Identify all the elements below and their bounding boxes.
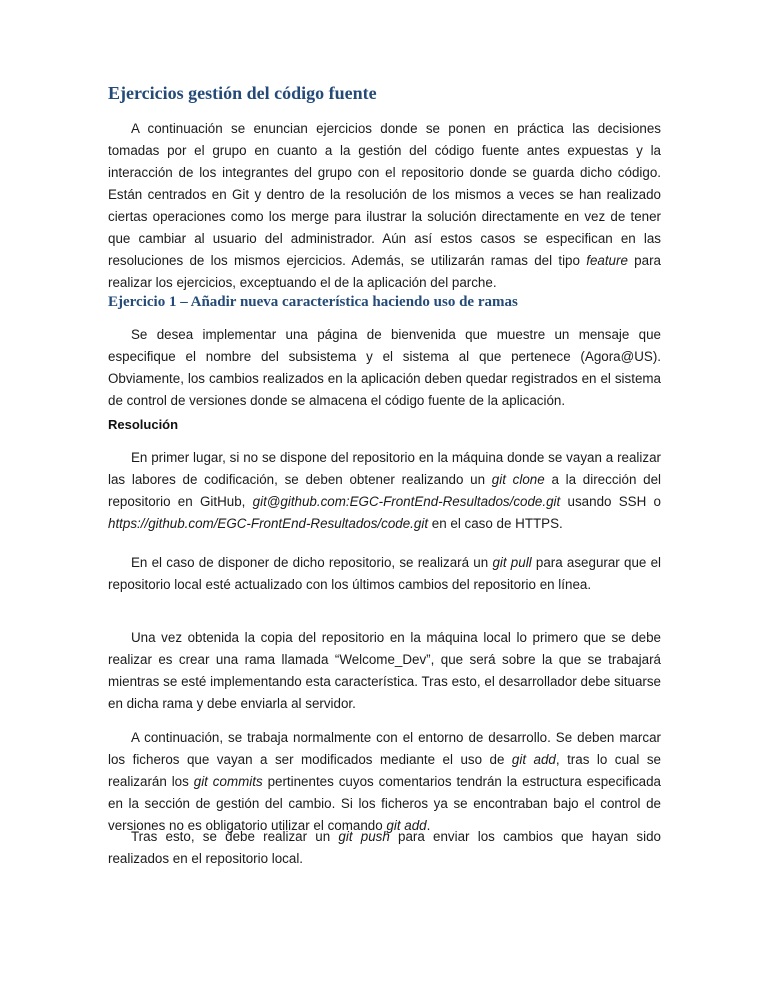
exercise-1-heading: Ejercicio 1 – Añadir nueva característica haciendo uso de ramas <box>108 294 518 310</box>
resolution-paragraph-4: A continuación, se trabaja normalmente con el entorno de desarrollo. Se deben marcar los ficheros que vayan a ser modificados mediante el uso de git add, tras lo cual se realizarán los git commits pertinentes cuyos comentarios tendrán la estructura especificada en la sección de gestión del cambio. Si los ficheros ya se encontraban bajo el control de versiones no es obligatorio utilizar el comando git add. <box>108 730 662 833</box>
exercise-1-statement: Se desea implementar una página de bienvenida que muestre un mensaje que especifique el nombre del subsistema y el sistema al que pertenece (Agora@US). Obviamente, los cambios realizados en la aplicación deben quedar registrados en el sistema de control de versiones donde se almacena el código fuente de la aplicación. <box>108 327 661 408</box>
intro-emphasis: feature <box>586 253 628 268</box>
resolution-paragraph-2: En el caso de disponer de dicho repositorio, se realizará un git pull para asegurar que el repositorio local esté actualizado con los últimos cambios del repositorio en línea. <box>108 555 661 592</box>
resolution-heading: Resolución <box>108 417 179 432</box>
resolution-paragraph-1: En primer lugar, si no se dispone del repositorio en la máquina donde se vayan a realizar las labores de codificación, se deben obtener realizando un git clone a la dirección del repositorio en GitHub, git@github.com:EGC-FrontEnd-Resultados/code.git usando SSH o https://github.com/EGC-FrontEnd-Resultados/code.git en el caso de HTTPS. <box>108 450 662 531</box>
document-title: Ejercicios gestión del código fuente <box>108 83 377 103</box>
resolution-paragraph-5: Tras esto, se debe realizar un git push para enviar los cambios que hayan sido realizados en el repositorio local. <box>108 829 661 866</box>
https-url: https://github.com/EGC-FrontEnd-Resultados/code.git <box>108 516 429 531</box>
resolution-paragraph-3: Una vez obtenida la copia del repositorio en la máquina local lo primero que se debe realizar es crear una rama llamada “Welcome_Dev”, que será sobre la que se trabajará mientras se esté implementando esta característica. Tras esto, el desarrollador debe situarse en dicha rama y debe enviarla al servidor. <box>108 630 661 711</box>
git-commits-command: git commits <box>193 774 263 789</box>
intro-text-2: para realizar los ejercicios, exceptuando el de la aplicación del parche. <box>108 253 661 290</box>
git-clone-command: git clone <box>491 472 545 487</box>
intro-text-1: A continuación se enuncian ejercicios donde se ponen en práctica las decisiones tomadas por el grupo en cuanto a la gestión del código fuente antes expuestas y la interacción de los integrantes del grupo con el repositorio donde se guarda dicho código. Están centrados en Git y dentro de la resolución de los mismos a veces se han realizado ciertas operaciones como los merge para ilustrar la solución directamente en vez de tener que cambiar al usuario del administrador. Aún así estos casos se especifican en las resoluciones de los mismos ejercicios. Además, se utilizarán ramas del tipo <box>108 121 661 268</box>
git-push-command: git push <box>338 829 390 844</box>
git-pull-command: git pull <box>492 555 532 570</box>
intro-paragraph <box>108 118 661 294</box>
ssh-url: git@github.com:EGC-FrontEnd-Resultados/code.git <box>252 494 561 509</box>
git-add-command-2: git add <box>386 818 427 833</box>
git-add-command: git add <box>511 752 556 767</box>
